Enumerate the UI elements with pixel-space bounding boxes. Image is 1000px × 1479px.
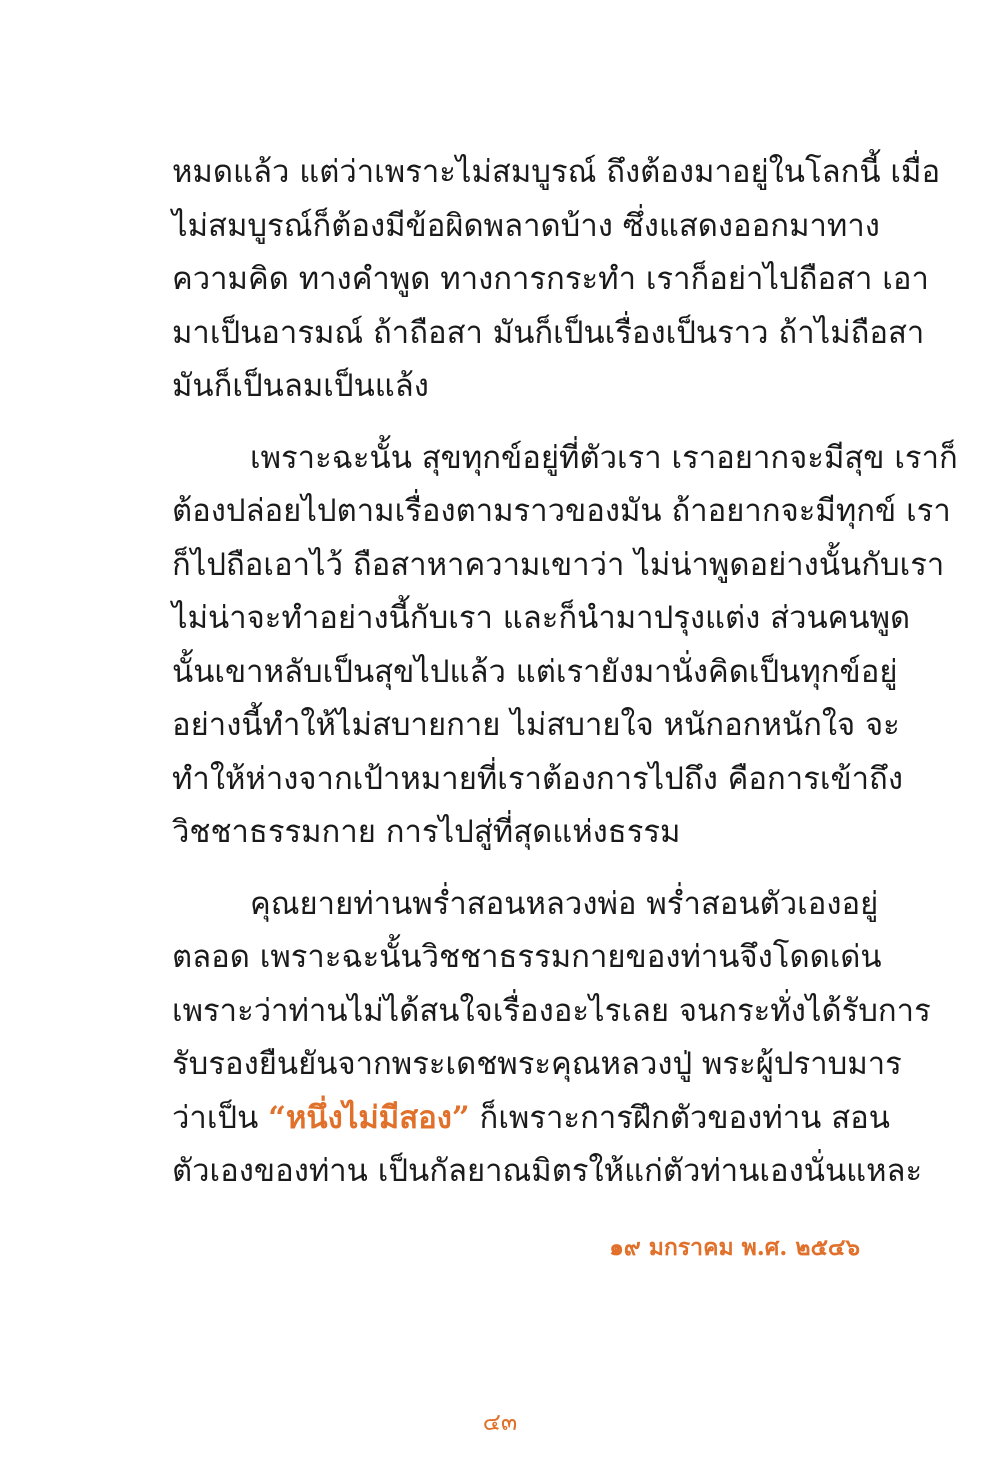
text-line: เพราะฉะนั้น สุขทุกข์อยู่ที่ตัวเรา เราอยากจะมีสุข เราก็ [250,439,958,476]
text-line: มาเป็นอารมณ์ ถ้าถือสา มันก็เป็นเรื่องเป็นราว ถ้าไม่ถือสา [172,314,925,351]
text-line: คุณยายท่านพร่ำสอนหลวงพ่อ พร่ำสอนตัวเองอยู่ [250,885,879,922]
highlighted-quote: “หนึ่งไม่มีสอง” [268,1099,470,1136]
text-line: อย่างนี้ทำให้ไม่สบายกาย ไม่สบายใจ หนักอกหนักใจ จะ [172,707,900,743]
quote-line [172,1092,890,1146]
text-line: นั้นเขาหลับเป็นสุขไปแล้ว แต่เรายังมานั่งคิดเป็นทุกข์อยู่ [172,653,898,690]
quote-line-before: ว่าเป็น [172,1099,269,1136]
quote-line-after: ก็เพราะการฝึกตัวของท่าน สอน [469,1099,890,1136]
text-line: รับรองยืนยันจากพระเดชพระคุณหลวงปู่ พระผู้ปราบมาร [172,1046,902,1082]
paragraph-2 [172,432,958,860]
text-line: ความคิด ทางคำพูด ทางการกระทำ เราก็อย่าไปถือสา เอา [172,261,929,297]
text-line: ไม่น่าจะทำอย่างนี้กับเรา และก็นำมาปรุงแต่ง ส่วนคนพูด [172,600,911,636]
text-line: ทำให้ห่างจากเป้าหมายที่เราต้องการไปถึง คือการเข้าถึง [172,760,903,797]
body-text [172,146,958,1199]
text-line: วิชชาธรรมกาย การไปสู่ที่สุดแห่งธรรม [172,814,681,850]
text-line: ต้องปล่อยไปตามเรื่องตามราวของมัน ถ้าอยากจะมีทุกข์ เรา [172,493,951,529]
page-number: ๔๓ [482,1408,518,1436]
text-line: ตัวเองของท่าน เป็นกัลยาณมิตรให้แก่ตัวท่านเองนั่นแหละ [172,1153,923,1189]
text-line: ก็ไปถือเอาไว้ ถือสาหาความเขาว่า ไม่น่าพูดอย่างนั้นกับเรา [172,546,945,583]
text-line: มันก็เป็นลมเป็นแล้ง [172,368,429,404]
text-line: ไม่สมบูรณ์ก็ต้องมีข้อผิดพลาดบ้าง ซึ่งแสดงออกมาทาง [172,207,880,244]
text-line: หมดแล้ว แต่ว่าเพราะไม่สมบูรณ์ ถึงต้องมาอยู่ในโลกนี้ เมื่อ [172,154,941,190]
paragraph-3 [172,878,931,1199]
paragraph-1 [172,146,941,414]
date-signature: ๑๙ มกราคม พ.ศ. ๒๕๔๖ [609,1234,860,1261]
text-line: ตลอด เพราะฉะนั้นวิชชาธรรมกายของท่านจึงโดดเด่น [172,939,882,975]
text-line: เพราะว่าท่านไม่ได้สนใจเรื่องอะไรเลย จนกระทั่งได้รับการ [172,992,931,1029]
